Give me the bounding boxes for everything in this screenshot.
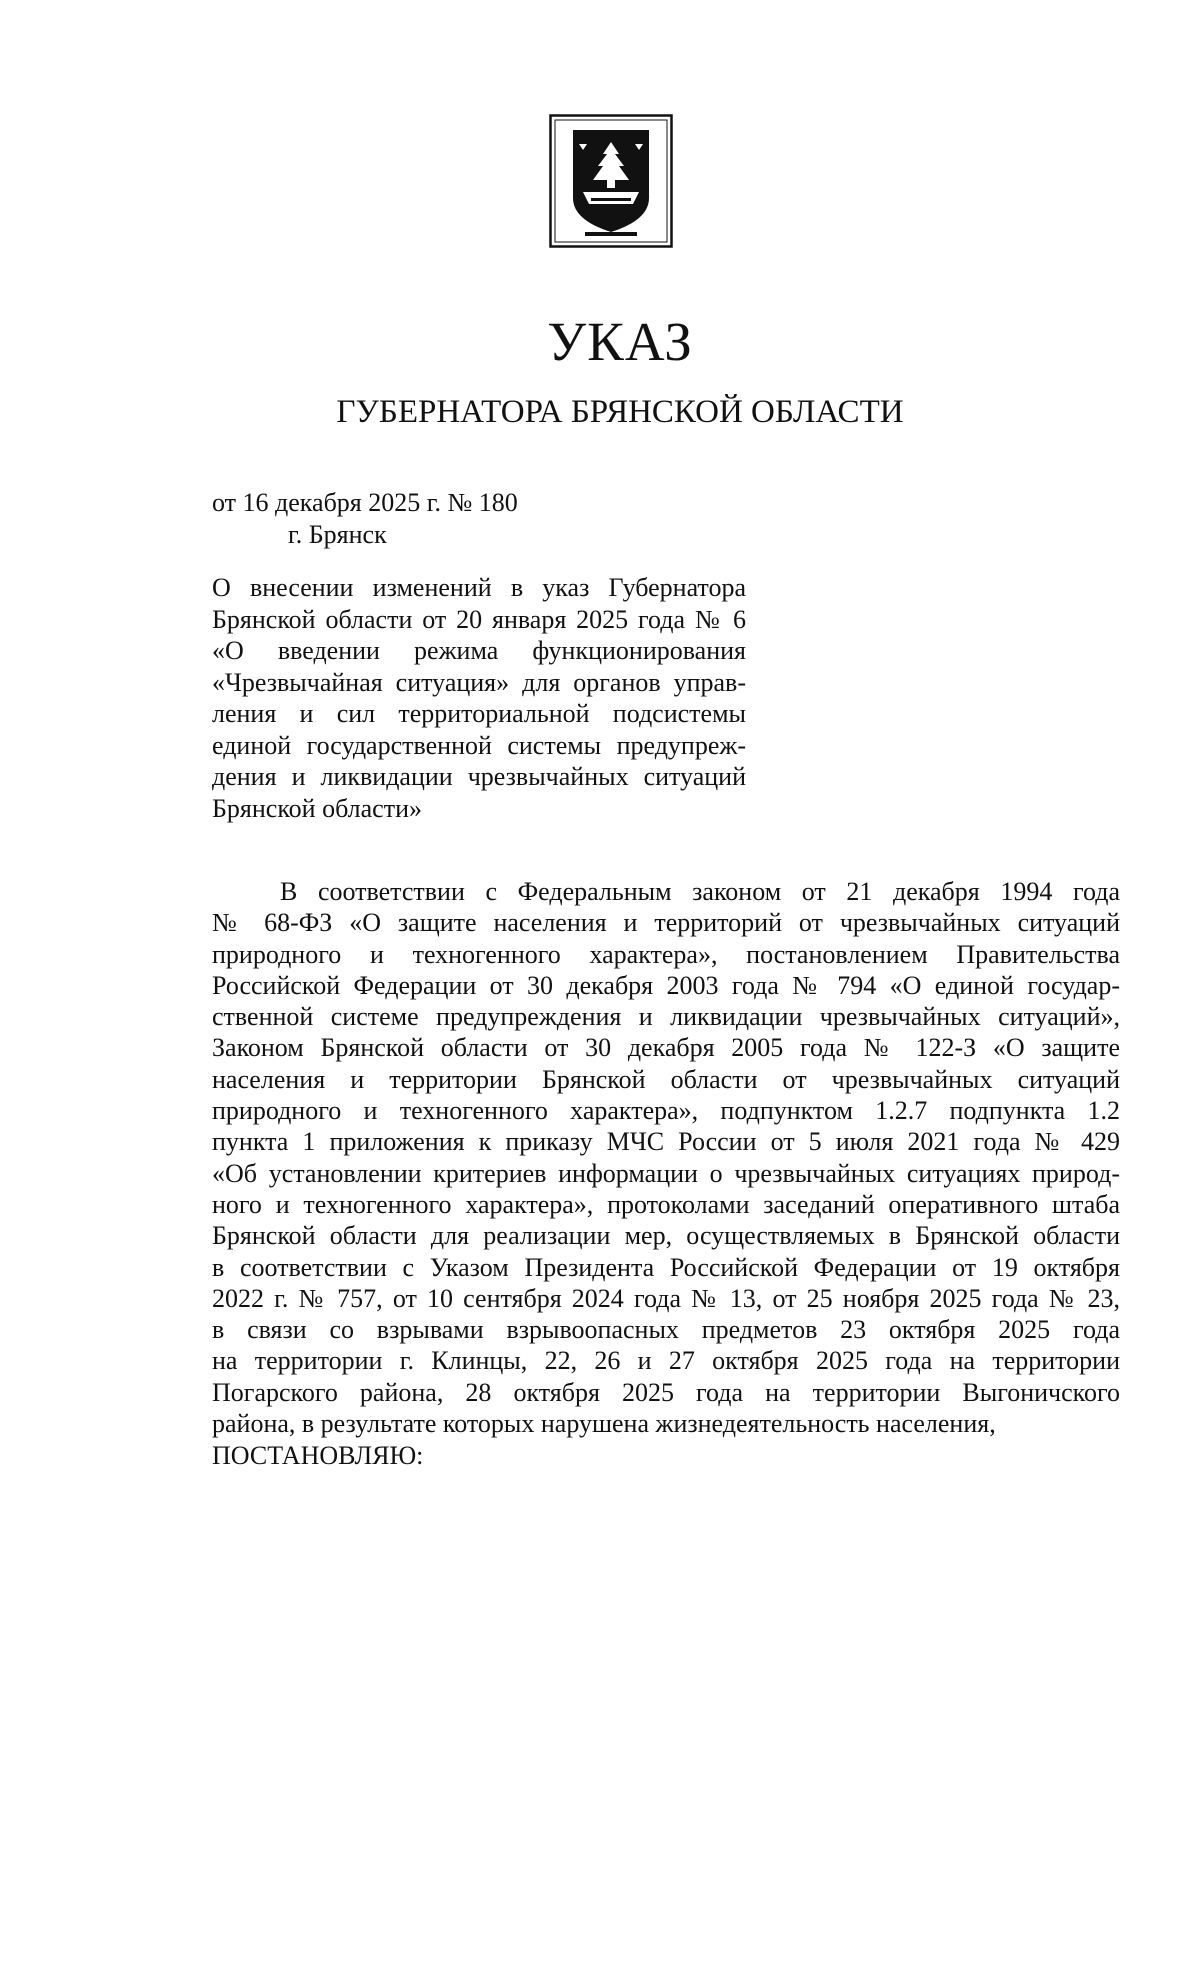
resolve-keyword: ПОСТАНОВЛЯЮ: (212, 1441, 424, 1470)
heading-line: «О введении режима функционирования (212, 636, 746, 665)
body-line: природного и техногенного характера», подпунктом 1.2.7 подпункта 1.2 (212, 1096, 1120, 1126)
body-line: 2022 г. № 757, от 10 сентября 2024 года № 13, от 25 ноября 2025 года № 23, (212, 1283, 1120, 1313)
body-line: ственной системе предупреждения и ликвидации чрезвычайных ситуаций», (212, 1002, 1120, 1032)
heading-line: единой государственной системы предупреж- (212, 730, 746, 760)
body-line: населения и территории Брянской области от чрезвычайных ситуаций (212, 1064, 1120, 1094)
body-line: В соответствии с Федеральным законом от 21 декабря 1994 года (280, 877, 1120, 906)
heading-line: Брянской области» (212, 793, 422, 823)
document-title: УКАЗ (547, 311, 693, 372)
document-date-number: от 16 декабря 2025 г. № 180 (212, 488, 518, 517)
body-line: «Об установлении критериев информации о чрезвычайных ситуациях природ- (212, 1158, 1120, 1188)
body-line: Погарского района, 28 октября 2025 года на территории Выгоничского (212, 1377, 1120, 1407)
body-line: Законом Брянской области от 30 декабря 2005 года № 122-З «О защите (212, 1033, 1120, 1063)
body-line: Российской Федерации от 30 декабря 2003 года № 794 «О единой государ- (212, 970, 1120, 1000)
body-line: в связи со взрывами взрывоопасных предметов 23 октября 2025 года (212, 1315, 1120, 1345)
document-heading (212, 572, 746, 824)
heading-line: ления и сил территориальной подсистемы (212, 699, 746, 728)
heading-line: Брянской области от 20 января 2025 года № 6 (212, 604, 746, 634)
body-line: пункта 1 приложения к приказу МЧС России от 5 июля 2021 года № 429 (212, 1127, 1120, 1157)
heading-line: дения и ликвидации чрезвычайных ситуаций (212, 762, 746, 791)
body-line: в соответствии с Указом Президента Российской Федерации от 19 октября (212, 1252, 1120, 1282)
body-line: Брянской области для реализации мер, осуществляемых в Брянской области (212, 1221, 1120, 1251)
body-line: № 68-ФЗ «О защите населения и территорий от чрезвычайных ситуаций (212, 908, 1120, 938)
coat-of-arms-icon (549, 114, 673, 248)
body-line: на территории г. Клинцы, 22, 26 и 27 октября 2025 года на территории (212, 1346, 1120, 1376)
document-city: г. Брянск (288, 520, 387, 549)
heading-line: О внесении изменений в указ Губернатора (212, 573, 746, 602)
document-body-paragraph (212, 876, 1120, 1439)
heading-line: «Чрезвычайная ситуация» для органов управ- (212, 667, 746, 697)
body-line: района, в результате которых нарушена жизнедеятельность населения, (212, 1409, 996, 1439)
body-line: природного и техногенного характера», постановлением Правительства (212, 939, 1120, 969)
body-line: ного и техногенного характера», протоколами заседаний оперативного штаба (212, 1189, 1120, 1219)
document-subtitle: ГУБЕРНАТОРА БРЯНСКОЙ ОБЛАСТИ (336, 394, 904, 430)
